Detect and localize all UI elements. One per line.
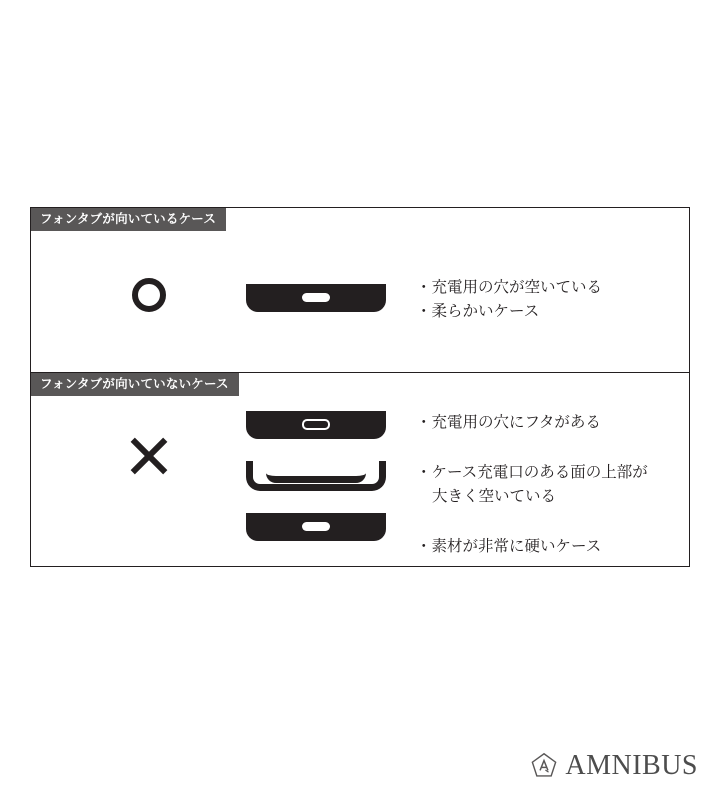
note-line: ・柔らかいケース bbox=[416, 303, 540, 321]
case-hard-material bbox=[246, 513, 386, 541]
brand-logo bbox=[530, 750, 698, 782]
amnibus-pentagon-icon bbox=[530, 752, 558, 780]
brand-wordmark: AMNIBUS bbox=[565, 750, 698, 781]
case-with-open-port bbox=[246, 284, 386, 312]
illustration-group-unsuitable bbox=[231, 411, 401, 541]
charging-port-cover bbox=[302, 419, 330, 430]
notes-unsuitable bbox=[416, 411, 677, 559]
case-with-port-cover bbox=[246, 411, 386, 439]
circle-mark-ring bbox=[132, 278, 166, 312]
case-bottom-lip bbox=[266, 461, 366, 483]
note-line: ・素材が非常に硬いケース bbox=[416, 538, 602, 556]
section-suitable-cases bbox=[31, 208, 689, 373]
charging-port-opening bbox=[302, 293, 330, 302]
note-line: ・充電用の穴にフタがある bbox=[416, 414, 601, 431]
notes-suitable bbox=[416, 276, 677, 324]
note-line: ・ケース充電口のある面の上部が bbox=[416, 464, 648, 482]
note-line: ・充電用の穴が空いている bbox=[416, 279, 603, 296]
section-caption-suitable: フォンタブが向いているケース bbox=[31, 208, 226, 231]
cross-mark-strokes bbox=[128, 435, 170, 477]
section-unsuitable-cases bbox=[31, 373, 689, 566]
section-caption-unsuitable: フォンタブが向いていないケース bbox=[31, 373, 239, 396]
note-line: 大きく空いている bbox=[432, 488, 557, 506]
case-with-large-opening bbox=[246, 461, 386, 491]
illustration-group-suitable bbox=[231, 284, 401, 312]
case-compatibility-table bbox=[30, 207, 690, 567]
charging-port-opening bbox=[302, 522, 330, 531]
